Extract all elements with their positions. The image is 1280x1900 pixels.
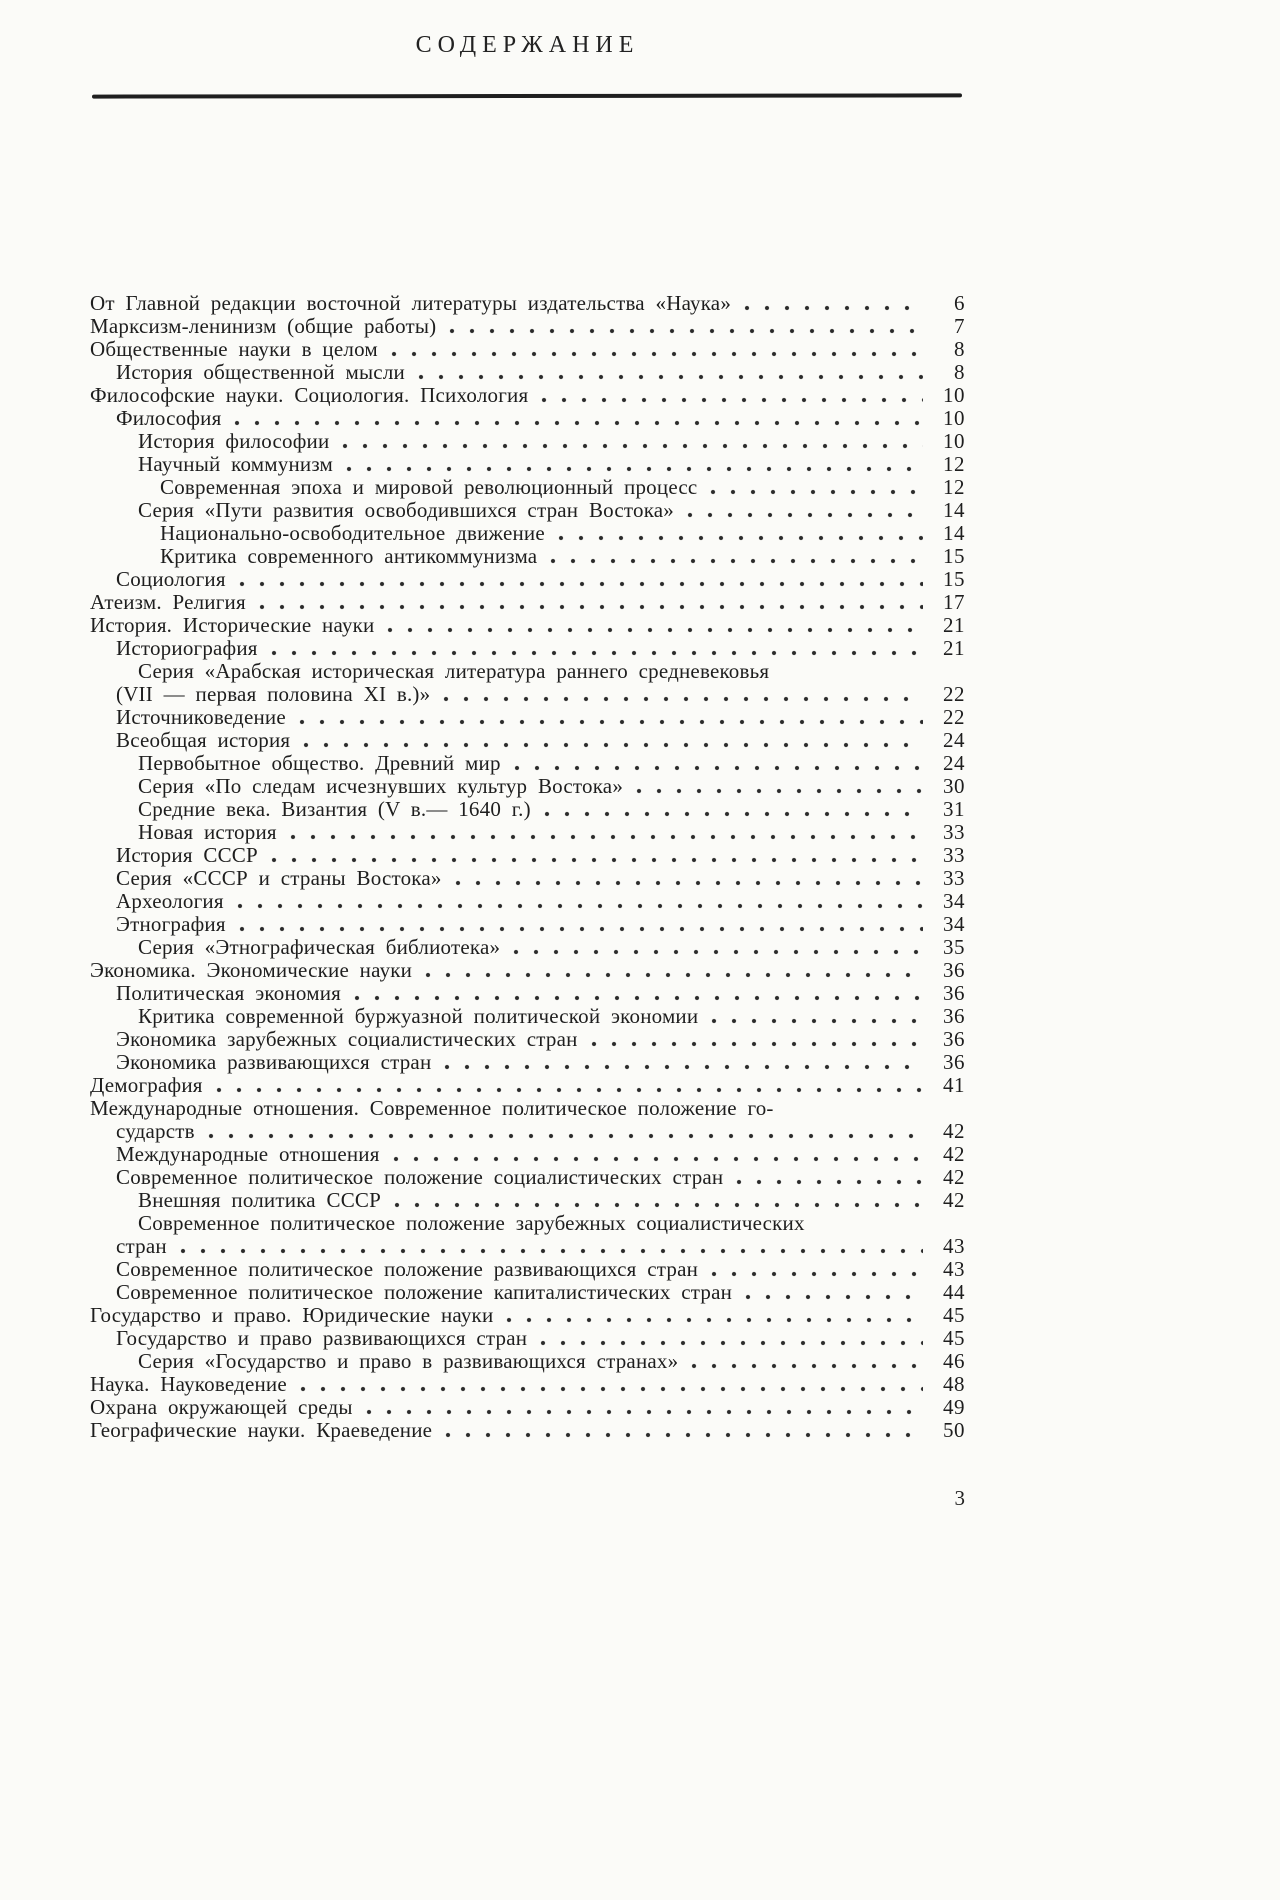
toc-entry [90, 499, 965, 522]
toc-entry-page: 42 [943, 1119, 965, 1143]
toc-entry-text: Философские науки. Социология. Психология [90, 383, 529, 407]
dot-leader [539, 1339, 923, 1347]
toc-entry-text: Географические науки. Краеведение [90, 1418, 433, 1442]
title-rule [92, 93, 962, 98]
toc-entry-text: Критика современной буржуазной политической экономии [138, 1004, 699, 1028]
toc-entry-page: 15 [943, 567, 965, 591]
toc-entry-page: 14 [943, 498, 965, 522]
dot-leader [215, 1086, 923, 1094]
dot-leader [690, 1362, 923, 1370]
dot-leader [238, 925, 923, 933]
dot-leader [448, 327, 923, 335]
toc-entry-text: Источниковедение [116, 705, 286, 729]
toc-entry-page: 12 [943, 475, 965, 499]
toc-entry-text: Первобытное общество. Древний мир [138, 751, 501, 775]
toc-entry [90, 1005, 965, 1028]
toc-entry-page: 10 [943, 429, 965, 453]
dot-leader [179, 1247, 923, 1255]
toc-entry-page: 33 [943, 820, 965, 844]
toc-entry [90, 1074, 965, 1097]
dot-leader [365, 1408, 923, 1416]
toc-entry-page: 10 [943, 383, 965, 407]
toc-entry-page: 36 [943, 981, 965, 1005]
toc-entry [90, 292, 965, 315]
toc-entry [90, 1051, 965, 1074]
toc-entry-text: Серия «Этнографическая библиотека» [138, 935, 501, 959]
toc-entry [90, 453, 965, 476]
toc-entry [90, 568, 965, 591]
toc-entry-text: Современное политическое положение развивающихся стран [116, 1257, 699, 1281]
toc-entry-text: Серия «Государство и право в развивающихся странах» [138, 1349, 679, 1373]
toc-entry [90, 476, 965, 499]
toc-entry-text: Государство и право. Юридические науки [90, 1303, 494, 1327]
toc-entry-page: 31 [943, 797, 965, 821]
dot-leader [686, 511, 923, 519]
toc-entry [90, 384, 965, 407]
toc-entry [90, 821, 965, 844]
toc-entry-text: Демография [90, 1073, 203, 1097]
toc-entry-page: 45 [943, 1326, 965, 1350]
toc-entry-text: Археология [116, 889, 224, 913]
toc-entry-page: 44 [943, 1280, 965, 1304]
toc-entry-text: Охрана окружающей среды [90, 1395, 353, 1419]
toc-entry [90, 591, 965, 614]
toc-entry-page: 41 [943, 1073, 965, 1097]
toc-entry-page: 42 [943, 1165, 965, 1189]
toc-entry [90, 1189, 965, 1212]
toc-entry [90, 752, 965, 775]
dot-leader [743, 304, 923, 312]
toc-entry [90, 982, 965, 1005]
toc-entry [90, 867, 965, 890]
toc-entry [90, 798, 965, 821]
page-number: 3 [954, 1486, 965, 1510]
toc-entry-text: Всеобщая история [116, 728, 291, 752]
toc-entry [90, 430, 965, 453]
toc-entry [90, 936, 965, 959]
dot-leader [353, 994, 923, 1002]
dot-leader [299, 1385, 923, 1393]
toc-entry-page: 46 [943, 1349, 965, 1373]
toc-entry-text: Этнография [116, 912, 226, 936]
toc-entry-text: Новая история [138, 820, 277, 844]
toc-entry-page: 48 [943, 1372, 965, 1396]
toc-entry-text: сударств [116, 1119, 195, 1143]
dot-leader [710, 1270, 923, 1278]
dot-leader [270, 856, 923, 864]
toc-entry-page: 42 [943, 1142, 965, 1166]
toc-entry-page: 43 [943, 1257, 965, 1281]
toc-entry [90, 1396, 965, 1419]
toc-entry [90, 913, 965, 936]
toc-entry-page: 30 [943, 774, 965, 798]
dot-leader [549, 557, 923, 565]
toc-entry-text: История общественной мысли [116, 360, 405, 384]
toc-entry-text: Современная эпоха и мировой революционный процесс [160, 475, 698, 499]
toc-entry-text: Экономика зарубежных социалистических стран [116, 1027, 578, 1051]
dot-leader [341, 442, 923, 450]
toc-entry-page: 22 [943, 705, 965, 729]
toc-entry [90, 890, 965, 913]
toc-entry [90, 775, 965, 798]
toc-entry [90, 1212, 965, 1235]
toc-entry [90, 1120, 965, 1143]
toc-entry [90, 1258, 965, 1281]
toc-entry-page: 50 [943, 1418, 965, 1442]
toc-entry-text: Общественные науки в целом [90, 337, 378, 361]
toc-entry-text: Государство и право развивающихся стран [116, 1326, 528, 1350]
toc-entry-page: 33 [943, 843, 965, 867]
dot-leader [505, 1316, 923, 1324]
toc-entry-text: Историография [116, 636, 258, 660]
toc-entry-page: 22 [943, 682, 965, 706]
dot-leader [557, 534, 923, 542]
toc-entry [90, 1304, 965, 1327]
toc-entry-page: 7 [954, 314, 965, 338]
dot-leader [392, 1155, 923, 1163]
toc-entry-text: Серия «СССР и страны Востока» [116, 866, 442, 890]
toc-entry [90, 545, 965, 568]
toc-entry-page: 15 [943, 544, 965, 568]
toc-entry-text: Философия [116, 406, 222, 430]
dot-leader [454, 879, 923, 887]
toc-entry-text: Экономика. Экономические науки [90, 958, 413, 982]
dot-leader [386, 626, 923, 634]
toc-entry [90, 1166, 965, 1189]
toc-entry [90, 729, 965, 752]
toc-entry [90, 1419, 965, 1442]
dot-leader [417, 373, 923, 381]
toc-entry-page: 34 [943, 889, 965, 913]
toc-entry-text: Серия «По следам исчезнувших культур Востока» [138, 774, 624, 798]
page-title: СОДЕРЖАНИЕ [415, 32, 640, 58]
toc-entry-page: 34 [943, 912, 965, 936]
dot-leader [298, 718, 923, 726]
toc-entry-text: От Главной редакции восточной литературы издательства «Наука» [90, 291, 732, 315]
toc-entry-text: Атеизм. Религия [90, 590, 246, 614]
toc-entry-page: 8 [954, 337, 965, 361]
dot-leader [390, 350, 923, 358]
toc-entry-text: (VII — первая половина XI в.)» [116, 682, 431, 706]
toc-entry-page: 24 [943, 728, 965, 752]
dot-leader [540, 396, 923, 404]
toc-entry-text: Международные отношения. Современное политическое положение го- [90, 1096, 774, 1120]
toc-entry [90, 315, 965, 338]
toc-entry [90, 361, 965, 384]
dot-leader [424, 971, 923, 979]
toc-entry-text: Международные отношения [116, 1142, 380, 1166]
toc-entry-text: Средние века. Византия (V в.— 1640 г.) [138, 797, 531, 821]
toc-entry-text: Наука. Науковедение [90, 1372, 287, 1396]
toc-entry-text: Современное политическое положение зарубежных социалистических [138, 1211, 805, 1235]
toc-entry-page: 35 [943, 935, 965, 959]
toc-entry-page: 45 [943, 1303, 965, 1327]
toc-entry [90, 407, 965, 430]
toc-entry-page: 24 [943, 751, 965, 775]
toc-entry [90, 1028, 965, 1051]
toc-entry-page: 36 [943, 1004, 965, 1028]
toc-entry [90, 1235, 965, 1258]
toc-entry-text: стран [116, 1234, 167, 1258]
toc-entry-page: 42 [943, 1188, 965, 1212]
dot-leader [207, 1132, 923, 1140]
toc-entry [90, 683, 965, 706]
toc-entry [90, 1143, 965, 1166]
toc-entry-text: История СССР [116, 843, 258, 867]
toc-entry-text: История. Исторические науки [90, 613, 375, 637]
toc-entry-page: 36 [943, 958, 965, 982]
toc-entry [90, 1097, 965, 1120]
dot-leader [238, 580, 923, 588]
toc-entry [90, 844, 965, 867]
dot-leader [236, 902, 923, 910]
dot-leader [543, 810, 923, 818]
toc-entry-page: 8 [954, 360, 965, 384]
dot-leader [443, 1063, 923, 1071]
dot-leader [233, 419, 923, 427]
toc-entry [90, 959, 965, 982]
toc-entry [90, 1281, 965, 1304]
dot-leader [512, 948, 923, 956]
toc-entry-text: Марксизм-ленинизм (общие работы) [90, 314, 437, 338]
toc-entry-page: 36 [943, 1027, 965, 1051]
toc-entry-text: Национально-освободительное движение [160, 521, 545, 545]
toc-entry-page: 14 [943, 521, 965, 545]
toc-entry [90, 614, 965, 637]
toc-entry-text: Серия «Пути развития освободившихся стран Востока» [138, 498, 674, 522]
toc-entry-page: 43 [943, 1234, 965, 1258]
dot-leader [345, 465, 923, 473]
toc-entry-text: Экономика развивающихся стран [116, 1050, 432, 1074]
toc-entry-page: 21 [943, 613, 965, 637]
dot-leader [289, 833, 923, 841]
toc-entry-page: 17 [943, 590, 965, 614]
dot-leader [442, 695, 923, 703]
toc-entry-text: Социология [116, 567, 226, 591]
toc-entry-page: 12 [943, 452, 965, 476]
dot-leader [444, 1431, 923, 1439]
toc-entry-text: Критика современного антикоммунизма [160, 544, 538, 568]
toc-entry-text: Современное политическое положение социалистических стран [116, 1165, 724, 1189]
toc-entry [90, 637, 965, 660]
toc-entry [90, 338, 965, 361]
toc-entry-text: История философии [138, 429, 330, 453]
dot-leader [513, 764, 923, 772]
toc-entry-page: 10 [943, 406, 965, 430]
toc-entry [90, 1350, 965, 1373]
toc-entry [90, 660, 965, 683]
dot-leader [590, 1040, 923, 1048]
dot-leader [710, 1017, 923, 1025]
toc-entry [90, 1327, 965, 1350]
toc-entry-text: Серия «Арабская историческая литература раннего средневековья [138, 659, 770, 683]
toc-entry-text: Политическая экономия [116, 981, 341, 1005]
toc-entry-text: Внешняя политика СССР [138, 1188, 381, 1212]
dot-leader [744, 1293, 923, 1301]
dot-leader [635, 787, 923, 795]
toc-entry-page: 36 [943, 1050, 965, 1074]
toc-entry-page: 49 [943, 1395, 965, 1419]
dot-leader [393, 1201, 923, 1209]
toc-entry [90, 706, 965, 729]
toc-entry-page: 6 [954, 291, 965, 315]
dot-leader [258, 603, 923, 611]
toc-entry-text: Научный коммунизм [138, 452, 334, 476]
toc-entry-page: 21 [943, 636, 965, 660]
toc-entry-page: 33 [943, 866, 965, 890]
toc-list [90, 292, 965, 1442]
dot-leader [270, 649, 923, 657]
toc-entry-text: Современное политическое положение капиталистических стран [116, 1280, 733, 1304]
dot-leader [735, 1178, 923, 1186]
dot-leader [709, 488, 923, 496]
dot-leader [302, 741, 923, 749]
toc-entry [90, 1373, 965, 1396]
toc-entry [90, 522, 965, 545]
